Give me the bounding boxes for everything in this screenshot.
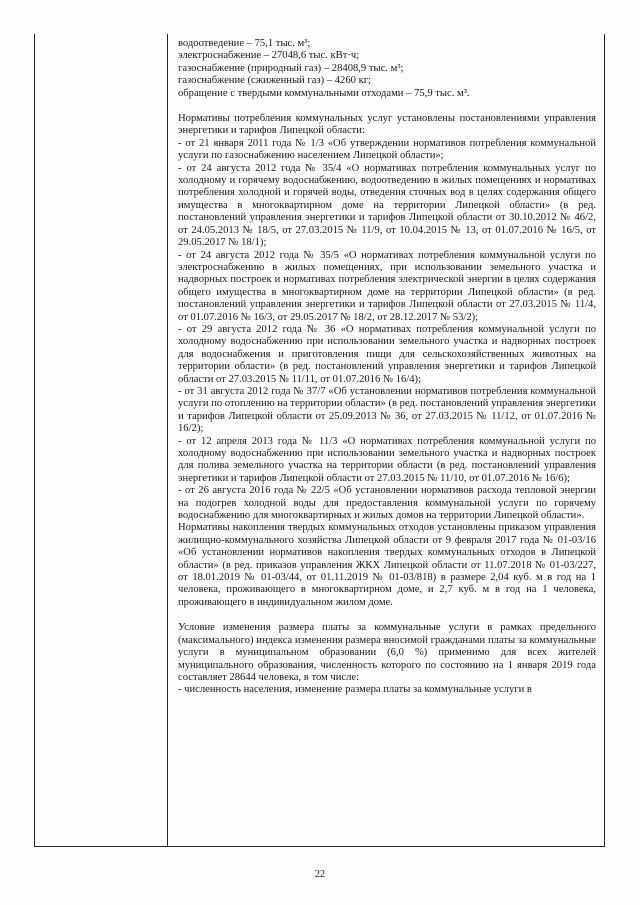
waste-accumulation-norms: Нормативы накопления твердых коммунальных отходов установлены приказом управления жилищно-коммунального хозяйства Липецкой области от 9 февраля 2017 года № 01-03/16 «Об установлении нормативов накопления твердых коммунальных отходов в Липецкой области» (в ред. приказов управления ЖКХ Липецкой области от 11.07.2018 № 01-03/227, от 18.01.2019 № 01-03/44, от 01.11.2019 № 01-03/818) в размере 2,04 куб. м в год на 1 человека, проживающего в многоквартирном доме, и 2,7 куб. м в год на 1 человека, проживающего в индивидуальном жилом доме.	[178, 522, 596, 608]
payment-change-condition: Условие изменения размера платы за коммунальные услуги в рамках предельного (максимального) индекса изменения размера вносимой гражданами платы за коммунальные услуги в муниципальном образовании (6,0 %) применимо для всех жителей муниципального образования, численность которого по состоянию на 1 января 2019 года составляет 28644 человека, в том числе:	[178, 622, 596, 683]
norm-heating-37-7: - от 31 августа 2012 года № 37/7 «Об установлении нормативов потребления коммунальной услуги по отоплению на территории области» (в ред. постановлений управления энергетики и тарифов Липецкой области от 25.09.2013 № 36, от 27.03.2015 № 11/12, от 01.07.2016 № 16/2);	[178, 385, 596, 435]
item-solid-waste: обращение с твердыми коммунальными отходами – 75,9 тыс. м³.	[178, 87, 470, 99]
page-number: 22	[315, 869, 325, 880]
item-natural-gas: газоснабжение (природный газ) – 28408,9 тыс. м³;	[178, 62, 404, 74]
spacer	[178, 609, 596, 622]
column-divider	[167, 34, 168, 846]
norm-heat-22-5: - от 26 августа 2016 года № 22/5 «Об установлении нормативов расхода тепловой энергии на подогрев холодной воды для предоставления коммунальной услуги по горячему водоснабжению для многоквартирных и жилых домов на территории Липецкой области».	[178, 485, 596, 522]
population-line: - численность населения, изменение размера платы за коммунальные услуги в	[178, 684, 532, 696]
item-liquefied-gas: газоснабжение (сжиженный газ) – 4260 кг;	[178, 75, 371, 87]
norm-cold-water-36: - от 29 августа 2012 года № 36 «О нормативах потребления коммунальной услуги по холодному водоснабжению при использовании земельного участка и надворных построек для водоснабжения и приготовления пищи для сельскохозяйственных животных на территории области» (в ред. постановлений управления энергетики и тарифов Липецкой области от 27.03.2015 № 11/11, от 01.07.2016 № 16/4);	[178, 323, 596, 385]
spacer	[178, 100, 596, 113]
norm-irrigation-11-3: - от 12 апреля 2013 года № 11/3 «О нормативах потребления коммунальной услуги по холодному водоснабжению при использовании земельного участка и надворных построек для полива земельного участка на территории области (в ред. постановлений управления энергетики и тарифов Липецкой области от 27.03.2015 № 11/10, от 01.07.2016 № 16/6);	[178, 435, 596, 484]
norm-gas-2011: - от 21 января 2011 года № 1/3 «Об утверждении нормативов потребления коммунальной услуги по газоснабжению населением Липецкой области»;	[178, 137, 596, 162]
norm-water-35-4: - от 24 августа 2012 года № 35/4 «О нормативах потребления коммунальных услуг по холодному и горячему водоснабжению, водоотведению в жилых помещениях и нормативах потребления холодной и горячей воды, отведения сточных вод в целях содержания общего имущества в многоквартирном доме на территории Липецкой области» (в ред. постановлений управления энергетики и тарифов Липецкой области от 30.10.2012 № 46/2, от 24.05.2013 № 18/5, от 27.03.2015 № 11/9, от 10.04.2015 № 13, от 01.07.2016 № 16/5, от 29.05.2017 № 18/1);	[178, 162, 596, 249]
item-electricity: электроснабжение – 27048,6 тыс. кВт·ч;	[178, 50, 360, 62]
norm-electricity-35-5: - от 24 августа 2012 года № 35/5 «О нормативах потребления коммунальной услуги по электроснабжению в жилых помещениях, при использовании земельного участка и надворных построек и нормативах потребления электрической энергии в целях содержания общего имущества в многоквартирном доме на территории Липецкой области» (в ред. постановлений управления энергетики и тарифов Липецкой области от 27.03.2015 № 11/4, от 01.07.2016 № 16/3, от 29.05.2017 № 18/2, от 28.12.2017 № 53/2);	[178, 249, 596, 323]
norms-intro: Нормативы потребления коммунальных услуг установлены постановлениями управления энергетики и тарифов Липецкой области:	[178, 113, 596, 137]
item-water-disposal: водоотведение – 75,1 тыс. м³;	[178, 38, 311, 49]
content-cell	[178, 38, 596, 697]
